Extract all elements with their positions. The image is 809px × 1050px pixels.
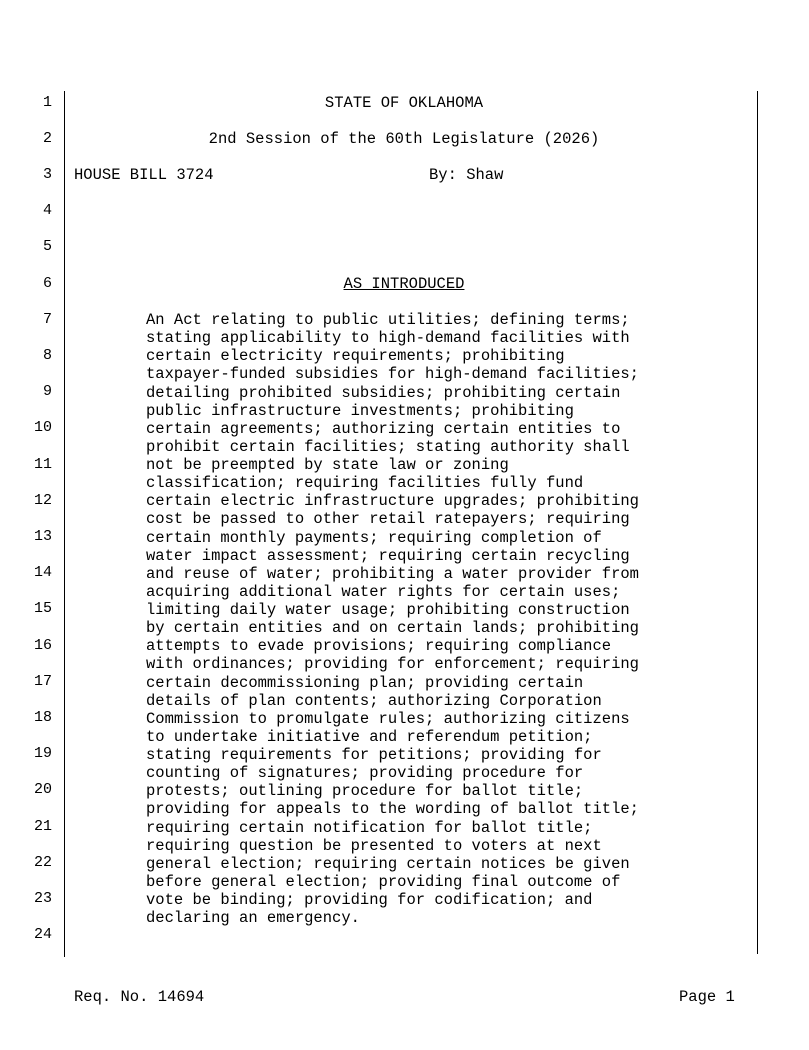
- abstract-line: attempts to evade provisions; requiring compliance: [146, 637, 612, 656]
- abstract-line: and reuse of water; prohibiting a water provider from: [146, 564, 639, 583]
- abstract-line: prohibit certain facilities; stating authority shall: [146, 437, 630, 456]
- abstract-line: certain monthly payments; requiring completion of: [146, 528, 602, 547]
- abstract-line: counting of signatures; providing procedure for: [146, 764, 584, 783]
- line-number: 19: [33, 745, 52, 762]
- abstract-line: by certain entities and on certain lands; prohibiting: [146, 619, 639, 638]
- request-number: Req. No. 14694: [74, 988, 205, 1006]
- abstract-line: acquiring additional water rights for certain uses;: [146, 582, 621, 601]
- right-margin-rule: [757, 91, 758, 954]
- abstract-line: certain electric infrastructure upgrades; prohibiting: [146, 492, 639, 511]
- abstract-line: stating requirements for petitions; providing for: [146, 746, 602, 764]
- bill-author: By: Shaw: [429, 166, 504, 184]
- line-number: 4: [42, 202, 52, 219]
- line-number: 23: [33, 890, 52, 907]
- abstract-line: limiting daily water usage; prohibiting construction: [146, 601, 630, 619]
- abstract-line: classification; requiring facilities fully fund: [146, 474, 584, 493]
- line-number: 2: [42, 130, 52, 147]
- abstract-line: requiring certain notification for ballot title;: [146, 818, 593, 837]
- line-number: 1: [42, 94, 52, 111]
- line-number: 24: [33, 926, 52, 943]
- line-number: 6: [42, 275, 52, 292]
- line-number: 13: [33, 528, 52, 545]
- line-number: 16: [33, 637, 52, 654]
- abstract-line: protests; outlining procedure for ballot title;: [146, 782, 584, 801]
- line-number: 15: [33, 600, 52, 617]
- abstract-line: before general election; providing final outcome of: [146, 872, 621, 891]
- line-number: 22: [33, 854, 52, 871]
- line-number: 10: [33, 419, 52, 436]
- abstract-line: to undertake initiative and referendum petition;: [146, 727, 593, 746]
- abstract-line: stating applicability to high-demand facilities with: [146, 329, 630, 348]
- left-margin-rule: [64, 91, 65, 957]
- abstract-line: general election; requiring certain notices be given: [146, 854, 630, 873]
- bill-number: HOUSE BILL 3724: [74, 166, 214, 184]
- session-heading: 2nd Session of the 60th Legislature (2026): [208, 130, 600, 148]
- line-number: 14: [33, 564, 52, 581]
- abstract-line: certain decommissioning plan; providing certain: [146, 673, 584, 692]
- abstract-line: cost be passed to other retail ratepayers; requiring: [146, 510, 630, 529]
- bill-abstract: [146, 311, 639, 927]
- abstract-line: certain electricity requirements; prohibiting: [146, 347, 565, 366]
- abstract-line: certain agreements; authorizing certain entities to: [146, 419, 621, 438]
- line-number: 9: [42, 383, 52, 400]
- line-number: 3: [42, 166, 52, 183]
- line-number: 12: [33, 492, 52, 509]
- page-number: Page 1: [679, 988, 735, 1006]
- abstract-line: vote be binding; providing for codification; and: [146, 891, 593, 909]
- state-heading: STATE OF OKLAHOMA: [324, 94, 484, 112]
- abstract-line: An Act relating to public utilities; defining terms;: [146, 311, 630, 329]
- line-number: 11: [33, 456, 52, 473]
- bill-status: AS INTRODUCED: [343, 275, 465, 293]
- abstract-line: providing for appeals to the wording of ballot title;: [146, 800, 639, 819]
- abstract-line: not be preempted by state law or zoning: [146, 456, 509, 474]
- line-number: 7: [42, 311, 52, 328]
- line-number: 8: [42, 347, 52, 364]
- abstract-line: Commission to promulgate rules; authorizing citizens: [146, 709, 630, 728]
- line-number: 20: [33, 781, 52, 798]
- abstract-line: declaring an emergency.: [146, 909, 360, 928]
- line-number: 21: [33, 818, 52, 835]
- line-number: 18: [33, 709, 52, 726]
- line-number: 17: [33, 673, 52, 690]
- abstract-line: details of plan contents; authorizing Corporation: [146, 691, 602, 710]
- line-number: 5: [42, 238, 52, 255]
- abstract-line: with ordinances; providing for enforcement; requiring: [146, 655, 639, 674]
- abstract-line: water impact assessment; requiring certain recycling: [146, 546, 630, 565]
- abstract-line: detailing prohibited subsidies; prohibiting certain: [146, 383, 621, 402]
- abstract-line: requiring question be presented to voters at next: [146, 836, 602, 855]
- abstract-line: public infrastructure investments; prohibiting: [146, 401, 574, 420]
- abstract-line: taxpayer-funded subsidies for high-demand facilities;: [146, 365, 639, 384]
